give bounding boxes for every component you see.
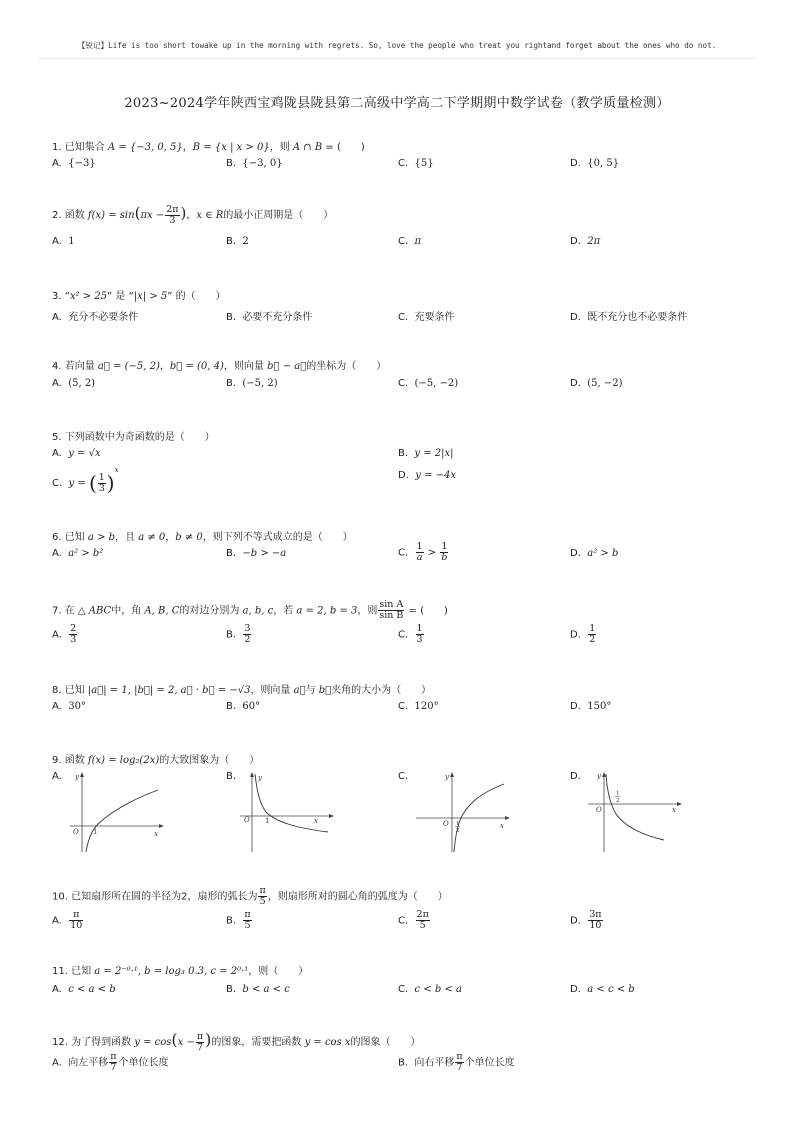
fraction: $\frac{1}{b}$ <box>441 541 448 563</box>
option-c[interactable]: C. c < b < a <box>398 984 462 995</box>
graph-option-d[interactable] <box>584 770 684 858</box>
question-11-stem: 11. 已知 a = 2⁻⁰·¹, b = log₃ 0.3, c = 2⁰·¹，则（ ） <box>52 966 309 977</box>
axis-label-y: y <box>597 772 601 780</box>
origin-label: O <box>244 816 250 824</box>
option-d[interactable]: D. 既不充分也不必要条件 <box>570 312 688 323</box>
fraction: $\frac{1}{3}$ <box>98 471 105 494</box>
option-b[interactable]: B. (−5, 2) <box>226 378 278 389</box>
question-3-stem: 3. “x² > 25” 是 “|x| > 5” 的（ ） <box>52 291 226 302</box>
option-a[interactable]: A. (5, 2) <box>52 378 96 389</box>
tick-label-half-den: 2 <box>456 828 460 834</box>
option-c[interactable]: C. $\frac{1}{3}$ <box>398 623 423 645</box>
question-2-stem: 2. 函数 f(x) = sin(πx − $\frac{2\pi}{3}$ )，x ∈ R的最小正周期是（ ） <box>52 203 334 226</box>
fraction: $\frac{2\pi}{5}$ <box>416 909 429 931</box>
question-7-stem: 7. 在 △ ABC中，角 A, B, C的对边分别为 a, b, c，若 a = 2, b = 3，则 $\frac{\text{sin A}}{\text{sin B}}$ = ( ) <box>52 599 448 621</box>
tick-label-half-num: 1 <box>616 791 620 797</box>
option-a[interactable]: A. a² > b² <box>52 548 104 559</box>
option-d[interactable]: D. a < c < b <box>570 984 635 995</box>
option-d[interactable]: D. 2π <box>570 236 601 247</box>
option-a[interactable]: A. {−3} <box>52 158 96 169</box>
option-c[interactable]: C. {5} <box>398 158 434 169</box>
option-c[interactable]: C. π <box>398 236 422 247</box>
axis-label-x: x <box>154 830 158 838</box>
option-d[interactable]: D. 150° <box>570 701 612 712</box>
fraction: $\frac{\text{sin A}}{\text{sin B}}$ <box>379 599 404 621</box>
fraction: $\frac{1}{a}$ <box>416 541 423 563</box>
option-c[interactable]: C. (−5, −2) <box>398 378 459 389</box>
fraction: $\frac{\pi}{5}$ <box>259 885 266 907</box>
option-d[interactable]: D. (5, −2) <box>570 378 623 389</box>
tick-label-half-den: 2 <box>616 798 620 804</box>
question-5-stem: 5. 下列函数中为奇函数的是（ ） <box>52 432 215 443</box>
option-b[interactable]: B. y = 2|x| <box>398 448 454 459</box>
option-a[interactable]: A. 充分不必要条件 <box>52 312 139 323</box>
header-motto: 【锐记】Life is too short towake up in the morning with regrets. So, love the people who treat you rightand forget about the ones who do not. <box>77 41 717 50</box>
option-a[interactable]: A. y = √x <box>52 448 101 459</box>
option-b[interactable]: B. b < a < c <box>226 984 290 995</box>
exam-title: 2023~2024学年陕西宝鸡陇县陇县第二高级中学高二下学期期中数学试卷（教学质量检测） <box>124 96 670 111</box>
option-b[interactable]: B. $\frac{3}{2}$ <box>226 623 251 645</box>
fraction: $\frac{3}{2}$ <box>244 623 251 645</box>
option-b[interactable]: B. $\frac{\pi}{5}$ <box>226 909 251 931</box>
fraction: $\frac{1}{3}$ <box>416 623 423 645</box>
option-b[interactable]: B. {−3, 0} <box>226 158 283 169</box>
option-b[interactable]: B. 必要不充分条件 <box>226 312 313 323</box>
option-c[interactable]: C. y = ( $\frac{1}{3}$ )$^x$ <box>52 466 119 495</box>
option-c[interactable]: C. 120° <box>398 701 439 712</box>
header-divider <box>38 58 756 59</box>
option-d[interactable]: D. {0, 5} <box>570 158 620 169</box>
option-b[interactable]: B. <box>226 771 237 782</box>
option-a[interactable]: A. 向左平移 $\frac{\pi}{7}$ 个单位长度 <box>52 1051 169 1073</box>
axis-label-x: x <box>672 806 676 814</box>
fraction: $\frac{2}{3}$ <box>70 623 77 645</box>
option-d[interactable]: D. $\frac{1}{2}$ <box>570 623 596 645</box>
question-1-stem: 1. 已知集合 A = {−3, 0, 5}，B = {x | x > 0}，则 A ∩ B = ( ) <box>52 142 365 153</box>
axis-label-x: x <box>314 817 318 825</box>
origin-label: O <box>596 806 602 814</box>
option-c[interactable]: C. 充要条件 <box>398 312 455 323</box>
fraction: $\frac{\pi}{7}$ <box>456 1051 463 1073</box>
tick-label-1: 1 <box>265 817 270 825</box>
option-a[interactable]: A. 1 <box>52 236 75 247</box>
axis-label-y: y <box>258 774 262 782</box>
option-d[interactable]: D. y = −4x <box>398 470 457 481</box>
axis-label-y: y <box>445 773 449 781</box>
question-12-stem: 12. 为了得到函数 y = cos(x − $\frac{\pi}{7}$ )的图象，需要把函数 y = cos x的图象（ ） <box>52 1030 421 1053</box>
graph-option-b[interactable] <box>236 770 336 858</box>
option-b[interactable]: B. −b > −a <box>226 548 287 559</box>
question-8-stem: 8. 已知 |a⃗| = 1, |b⃗| = 2, a⃗ · b⃗ = −√3，则向量 a⃗与 b⃗夹角的大小为（ ） <box>52 685 432 696</box>
origin-label: O <box>73 828 79 836</box>
fraction: $\frac{2\pi}{3}$ <box>166 203 179 226</box>
option-a[interactable]: A. <box>52 771 62 782</box>
question-4-stem: 4. 若向量 a⃗ = (−5, 2)，b⃗ = (0, 4)，则向量 b⃗ − a⃗的坐标为（ ） <box>52 361 387 372</box>
fraction: $\frac{\pi}{7}$ <box>110 1051 117 1073</box>
option-d[interactable]: D. a² > b <box>570 548 619 559</box>
question-6-stem: 6. 已知 a > b，且 a ≠ 0，b ≠ 0，则下列不等式成立的是（ ） <box>52 532 353 543</box>
question-9-stem: 9. 函数 f(x) = log₂(2x)的大致图象为（ ） <box>52 755 260 766</box>
tick-label-1: 1 <box>93 828 98 836</box>
fraction: $\frac{\pi}{10}$ <box>70 909 83 931</box>
option-c[interactable]: C. <box>398 771 409 782</box>
graph-option-a[interactable] <box>66 770 166 858</box>
question-10-stem: 10. 已知扇形所在圆的半径为2，扇形的弧长为 $\frac{\pi}{5}$ ，则扇形所对的圆心角的弧度为（ ） <box>52 885 448 907</box>
option-c[interactable]: C. $\frac{2\pi}{5}$ <box>398 909 429 931</box>
graph-option-c[interactable] <box>412 770 512 858</box>
axis-label-y: y <box>75 773 79 781</box>
axis-label-x: x <box>500 822 504 830</box>
option-c[interactable]: C. $\frac{1}{a}$ > $\frac{1}{b}$ <box>398 541 448 563</box>
origin-label: O <box>443 820 449 828</box>
fraction: $\frac{1}{2}$ <box>589 623 596 645</box>
option-a[interactable]: A. c < a < b <box>52 984 116 995</box>
option-a[interactable]: A. $\frac{\pi}{10}$ <box>52 909 83 931</box>
fraction: $\frac{3\pi}{10}$ <box>589 909 602 931</box>
option-b[interactable]: B. 向右平移 $\frac{\pi}{7}$ 个单位长度 <box>398 1051 515 1073</box>
option-d[interactable]: D. $\frac{3\pi}{10}$ <box>570 909 602 931</box>
option-d[interactable]: D. <box>570 771 581 782</box>
option-b[interactable]: B. 2 <box>226 236 249 247</box>
fraction: $\frac{\pi}{5}$ <box>244 909 251 931</box>
tick-label-half-num: 1 <box>456 821 460 827</box>
fraction: $\frac{\pi}{7}$ <box>196 1030 204 1053</box>
option-a[interactable]: A. 30° <box>52 701 86 712</box>
option-b[interactable]: B. 60° <box>226 701 261 712</box>
option-a[interactable]: A. $\frac{2}{3}$ <box>52 623 77 645</box>
